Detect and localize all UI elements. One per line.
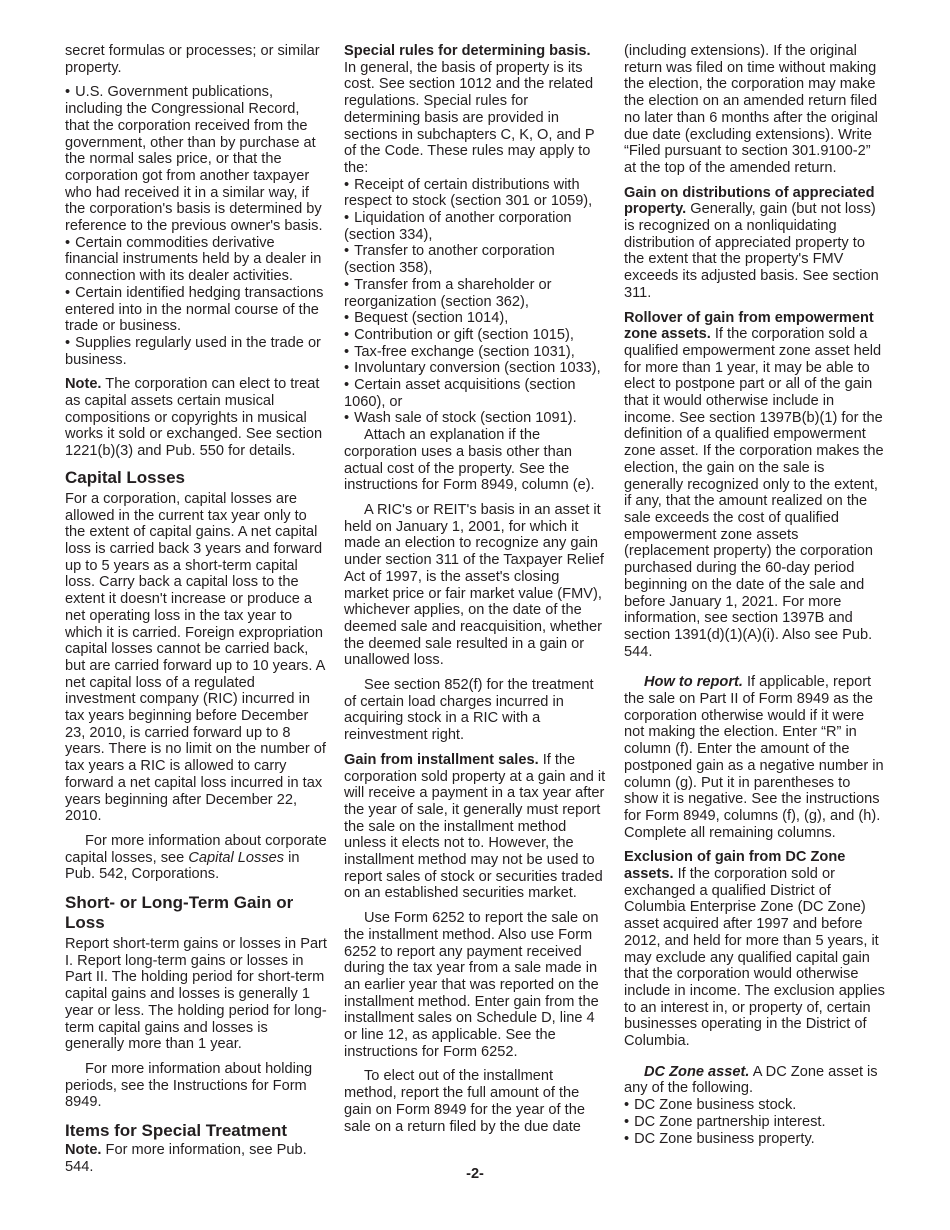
ric-basis-paragraph: A RIC's or REIT's basis in an asset it held on January 1, 2001, for which it made an election to recognize any gain under section 311 of the Taxpayer Relief Act of 1997, is the asset's closing market price or fair market value (FMV), whichever applies, on the date of the deemed sale and reacquisition, whether the deemed sale resulted in a gain or unallowed loss. [344,501,604,669]
dc-zone-exclusion-paragraph [624,849,886,1049]
list-item: • Certain asset acquisitions (section 1060), or [344,377,606,410]
list-item: • Receipt of certain distributions with respect to stock (section 301 or 1059), [344,177,606,210]
basis-text: In general, the basis of property is its cost. See section 1012 and the related regulations. Special rules for determining basis are provided in sections in subchapters C, K, O, and P of the Code. These rules may apply to the: [344,59,595,176]
paragraph-continuation: secret formulas or processes; or similar property. [65,43,320,76]
dc-zone-asset-run-in-head: DC Zone asset. [644,1063,750,1080]
list-item: • Supplies regularly used in the trade or business. [65,335,327,368]
installment-run-in-head: Gain from installment sales. [344,751,539,768]
list-item: • Tax-free exchange (section 1031), [344,344,606,361]
basis-paragraph [344,43,606,177]
list-item: • Transfer from a shareholder or reorganization (section 362), [344,277,606,310]
how-to-report-paragraph [624,674,886,841]
elect-out-paragraph: To elect out of the installment method, report the full amount of the gain on Form 8949 for the year of the sale on a return filed by the due date [344,1068,585,1135]
note-run-in-head: Note. [65,1142,102,1159]
list-item: • Wash sale of stock (section 1091). [344,410,606,427]
continuation-paragraph: (including extensions). If the original return was filed on time without making the election, the corporation may make the election on an amended return filed no later than 6 months after the original due date (excluding extensions). Write “Filed pursuant to section 301.9100-2” at the top of the amended return. [624,43,878,176]
list-item: • DC Zone business stock. [624,1097,886,1114]
column-right [624,43,886,1147]
list-item: • Bequest (section 1014), [344,310,606,327]
note-paragraph [65,376,327,460]
dc-zone-run-in-head: Exclusion of gain from DC Zone assets. [624,849,846,883]
list-item: • Contribution or gift (section 1015), [344,327,606,344]
list-item: • DC Zone business property. [624,1131,886,1148]
heading-short-long-term: Short- or Long-Term Gain or Loss [65,893,294,933]
basis-run-in-head: Special rules for determining basis. [344,43,591,59]
dc-zone-asset-paragraph [624,1064,886,1097]
column-middle [344,43,606,1135]
how-to-report-text: If applicable, report the sale on Part II of Form 8949 as the corporation otherwise would if it were not making the election. Enter “R” in column (f). Enter the amount of the postponed gain as a negative number in column (g). Put it in parentheses to show it is negative. See the instructions for Form 8949, columns (f), (g), and (h). Complete all remaining columns. [624,674,884,841]
installment-text: If the corporation sold property at a gain and it will receive a payment in a tax year after the year of sale, it generally must report the sale on the installment method unless it elects not to. However, the installment method may not be used to report sales of stock or securities traded on an established securities market. [344,751,606,902]
page-number: -2- [466,1166,484,1182]
note-text: For more information, see Pub. 544. [65,1142,307,1175]
capital-losses-more-info [65,833,327,883]
list-item: • Transfer to another corporation (section 358), [344,243,606,276]
rollover-paragraph [624,310,886,661]
distributions-run-in-head: Gain on distributions of appreciated property. [624,184,875,218]
list-item: • DC Zone partnership interest. [624,1114,886,1131]
rollover-run-in-head: Rollover of gain from empowerment zone assets. [624,309,874,343]
distributions-text: Generally, gain (but not loss) is recognized on a nonliquidating distribution of appreciated property to the extent that the property's FMV exceeds its adjusted basis. See section 311. [624,201,879,301]
section-852f-paragraph: See section 852(f) for the treatment of certain load charges incurred in acquiring stock in a RIC with a reinvestment right. [344,677,594,744]
dc-zone-asset-text: A DC Zone asset is any of the following. [624,1063,878,1097]
how-to-report-run-in-head: How to report. [644,674,743,691]
distributions-paragraph [624,185,886,302]
list-item: • Liquidation of another corporation (section 334), [344,210,606,243]
list-item: • Involuntary conversion (section 1033), [344,360,606,377]
list-item: • Certain identified hedging transactions entered into in the normal course of the trade or business. [65,285,327,335]
heading-capital-losses: Capital Losses [65,467,185,487]
note-text: The corporation can elect to treat as capital assets certain musical compositions or copyrights in musical works it sold or exchanged. See section 1221(b)(3) and Pub. 550 for details. [65,376,323,460]
basis-rules-list [344,177,606,428]
list-item: • U.S. Government publications, including the Congressional Record, that the corporation received from the government, other than by purchase at the normal sales price, or that the corporation got from another taxpayer who had received it in a similar way, if the corporation's basis is determined by reference to the previous owner's basis. [65,84,327,234]
special-treatment-list [65,84,327,368]
installment-sales-paragraph [344,752,606,902]
dc-zone-asset-list [624,1097,886,1147]
short-long-paragraph: Report short-term gains or losses in Part I. Report long-term gains or losses in Part II. The holding period for short-term capital gains and losses is generally 1 year or less. The holding period for long-term capital gains and losses is generally more than 1 year. [65,936,327,1053]
note-run-in-head: Note. [65,376,102,393]
attach-explanation-paragraph: Attach an explanation if the corporation uses a basis other than actual cost of the property. See the instructions for Form 8949, column (e). [344,427,595,494]
text-run: For more information about corporate capital losses, see [65,832,327,866]
column-left [65,43,327,1175]
capital-losses-paragraph: For a corporation, capital losses are allowed in the current tax year only to the extent of capital gains. A net capital loss is carried back 3 years and forward up to 5 years as a short-term capital loss. Carry back a capital loss to the extent it doesn't increase or produce a net operating loss in the tax year to which it is carried. Foreign expropriation capital losses cannot be carried back, but are carried forward up to 10 years. A net capital loss of a regulated investment company (RIC) incurred in tax years beginning before December 23, 2010, is carried forward up to 8 years. There is no limit on the number of tax years a RIC is allowed to carry forward a net capital loss incurred in tax years beginning after December 22, 2010. [65,490,326,825]
dc-zone-text: If the corporation sold or exchanged a qualified District of Columbia Enterprise Zone (DC Zone) asset acquired after 1997 and before 2012, and held for more than 5 years, it may exclude any qualified capital gain that the corporation would otherwise include in income. The exclusion applies to an interest in, or property of, certain businesses operating in the District of Columbia. [624,866,885,1050]
rollover-text: If the corporation sold a qualified empowerment zone asset held for more than 1 year, it may be able to elect to postpone part or all of the gain that it would otherwise include in income. See section 1397B(b)(1) for the definition of a qualified empowerment zone asset. If the corporation makes the election, the gain on the sale is generally recognized only to the extent, if any, that the amount realized on the sale exceeds the cost of qualified empowerment zone assets (replacement property) the corporation purchased during the 60-day period beginning on the date of the sale and before January 1, 2021. For more information, see section 1397B and section 1391(d)(1)(A)(i). Also see Pub. 544. [624,326,884,660]
text-run: in Pub. 542, Corporations. [65,849,300,883]
form-6252-paragraph: Use Form 6252 to report the sale on the installment method. Also use Form 6252 to report any payment received during the tax year from a sale made in an earlier year that was reported on the installment method. Enter gain from the installment sales on Schedule D, line 4 or line 12, as applicable. See the instructions for Form 6252. [344,910,599,1060]
heading-special-treatment: Items for Special Treatment [65,1121,288,1141]
holding-period-paragraph: For more information about holding periods, see the Instructions for Form 8949. [65,1060,313,1111]
italic-reference: Capital Losses [188,849,285,866]
list-item: • Certain commodities derivative financial instruments held by a dealer in connection with its dealer activities. [65,235,327,285]
